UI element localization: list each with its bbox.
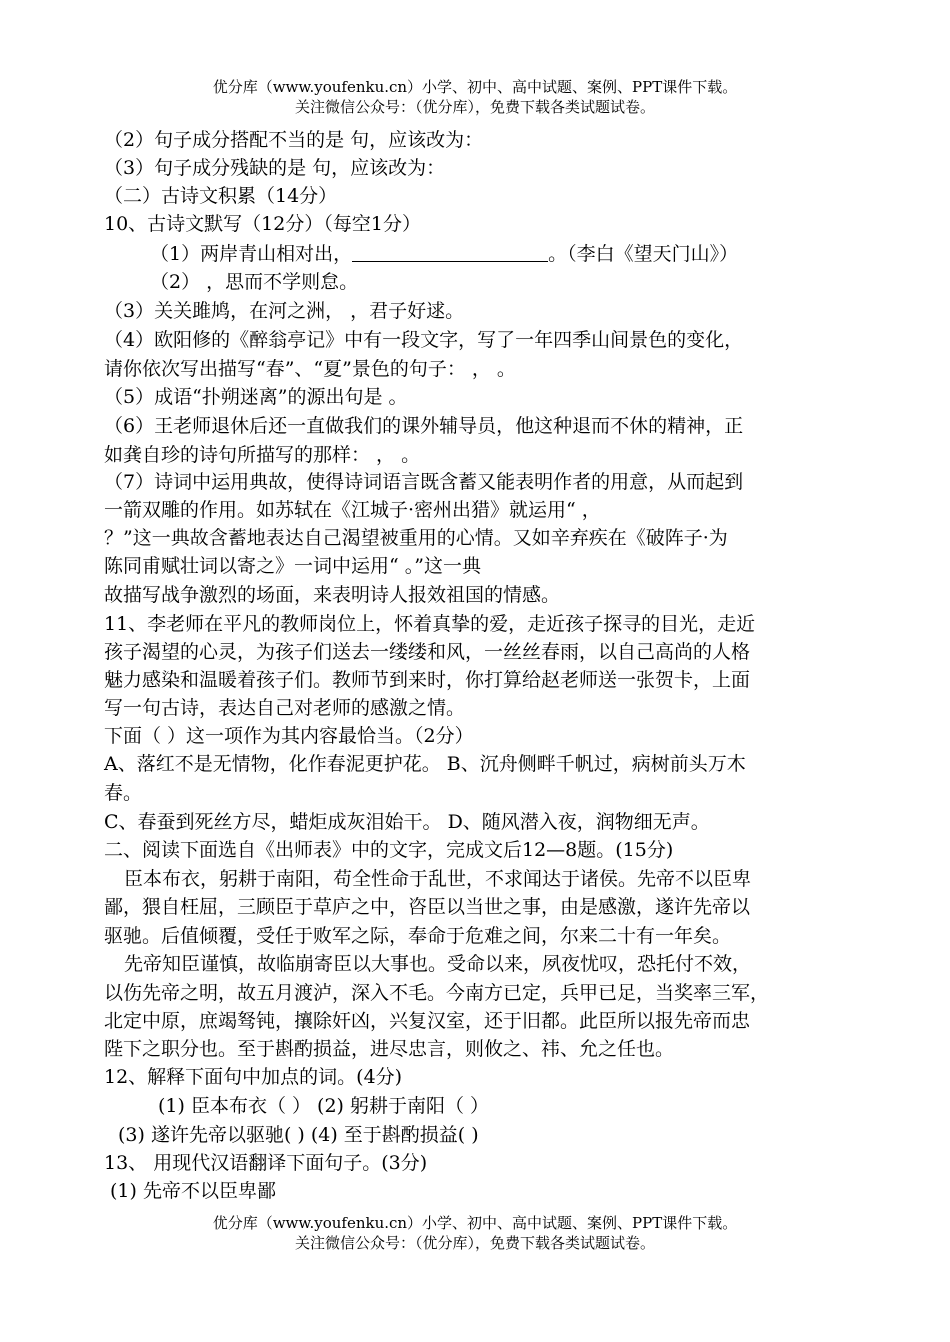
choice-line: A、落红不是无情物，化作春泥更护花。 B、沉舟侧畔千帆过，病树前头万木	[104, 753, 746, 775]
question-line: ？”这一典故含蓄地表达自己渴望被重用的心情。又如辛弃疾在《破阵子·为	[104, 527, 728, 549]
passage-line: 驱驰。后值倾覆，受任于败军之际，奉命于危难之间，尔来二十有一年矣。	[104, 925, 732, 947]
question-line: 11、李老师在平凡的教师岗位上，怀着真挚的爱，走近孩子探寻的目光，走近	[104, 613, 756, 635]
question-text: （1）两岸青山相对出，	[150, 243, 353, 265]
page-footer-line2: 关注微信公众号：（优分库），免费下载各类试题试卷。	[294, 1234, 655, 1252]
question-line: 故描写战争激烈的场面，来表明诗人报效祖国的情感。	[104, 584, 561, 606]
choice-line: 春。	[104, 782, 143, 804]
passage-line: 陛下之职分也。至于斟酌损益，进尽忠言，则攸之、祎、允之任也。	[104, 1038, 675, 1060]
question-line: (1) 臣本布衣（ ） (2) 躬耕于南阳（ ）	[158, 1095, 490, 1117]
question-line: （3）句子成分残缺的是 句，应该改为：	[104, 157, 446, 179]
question-text: 。（李白《望天门山》）	[548, 243, 739, 265]
question-line: （7）诗词中运用典故，使得诗词语言既含蓄又能表明作者的用意，从而起到	[104, 471, 744, 493]
question-line: 写一句古诗，表达自己对老师的感激之情。	[104, 697, 466, 719]
question-line: （2）句子成分搭配不当的是 句，应该改为：	[104, 129, 484, 151]
section-heading: （二）古诗文积累（14分）	[104, 185, 338, 207]
question-line: 一箭双雕的作用。如苏轼在《江城子·密州出猎》就运用“ ，	[104, 499, 601, 521]
question-line: （2） ，思而不学则怠。	[150, 271, 359, 293]
question-line: 请你依次写出描写“春”、“夏”景色的句子： ， 。	[104, 358, 516, 380]
page-header-line2: 关注微信公众号：（优分库），免费下载各类试题试卷。	[294, 98, 655, 116]
question-line: 陈同甫赋壮词以寄之》一词中运用“ 。”这一典	[104, 555, 481, 577]
section-heading: 二、阅读下面选自《出师表》中的文字，完成文后12—8题。(15分)	[104, 839, 674, 861]
question-line: 孩子渴望的心灵，为孩子们送去一缕缕和风，一丝丝春雨，以自己高尚的人格	[104, 641, 751, 663]
question-line: (1) 先帝不以臣卑鄙	[110, 1180, 276, 1202]
question-line: 如龚自珍的诗句所描写的那样： ， 。	[104, 444, 421, 466]
question-line: 下面（ ）这一项作为其内容最恰当。（2分）	[104, 725, 474, 747]
question-title: 12、解释下面句中加点的词。(4分)	[104, 1066, 403, 1088]
choice-line: C、春蚕到死丝方尽，蜡炬成灰泪始干。 D、随风潜入夜，润物细无声。	[104, 811, 710, 833]
question-line: （3）关关雎鸠，在河之洲， ，君子好逑。	[104, 300, 465, 322]
page-header-line1: 优分库（www.youfenku.cn）小学、初中、高中试题、案例、PPT课件下载。	[212, 78, 738, 96]
question-line: 魅力感染和温暖着孩子们。教师节到来时，你打算给赵老师送一张贺卡，上面	[104, 669, 751, 691]
question-line: （4）欧阳修的《醉翁亭记》中有一段文字，写了一年四季山间景色的变化，	[104, 329, 744, 351]
passage-line: 臣本布衣，躬耕于南阳，苟全性命于乱世，不求闻达于诸侯。先帝不以臣卑	[124, 868, 752, 890]
page-footer-line1: 优分库（www.youfenku.cn）小学、初中、高中试题、案例、PPT课件下载。	[212, 1214, 738, 1232]
answer-blank[interactable]	[352, 243, 548, 262]
question-line	[150, 240, 738, 268]
question-line: （6）王老师退休后还一直做我们的课外辅导员，他这种退而不休的精神，正	[104, 415, 744, 437]
question-line: (3) 遂许先帝以驱驰( ) (4) 至于斟酌损益( )	[118, 1124, 479, 1146]
question-line: （5）成语“扑朔迷离”的源出句是 。	[104, 386, 408, 408]
question-title: 10、古诗文默写（12分）（每空1分）	[104, 213, 421, 235]
passage-line: 北定中原，庶竭驽钝，攘除奸凶，兴复汉室，还于旧都。此臣所以报先帝而忠	[104, 1010, 751, 1032]
passage-line: 先帝知臣谨慎，故临崩寄臣以大事也。受命以来，夙夜忧叹，恐托付不效，	[124, 953, 752, 975]
passage-line: 以伤先帝之明，故五月渡泸，深入不毛。今南方已定，兵甲已足，当奖率三军，	[104, 982, 770, 1004]
question-title: 13、 用现代汉语翻译下面句子。(3分)	[104, 1152, 428, 1174]
passage-line: 鄙，猥自枉屈，三顾臣于草庐之中，咨臣以当世之事，由是感激，遂许先帝以	[104, 896, 751, 918]
